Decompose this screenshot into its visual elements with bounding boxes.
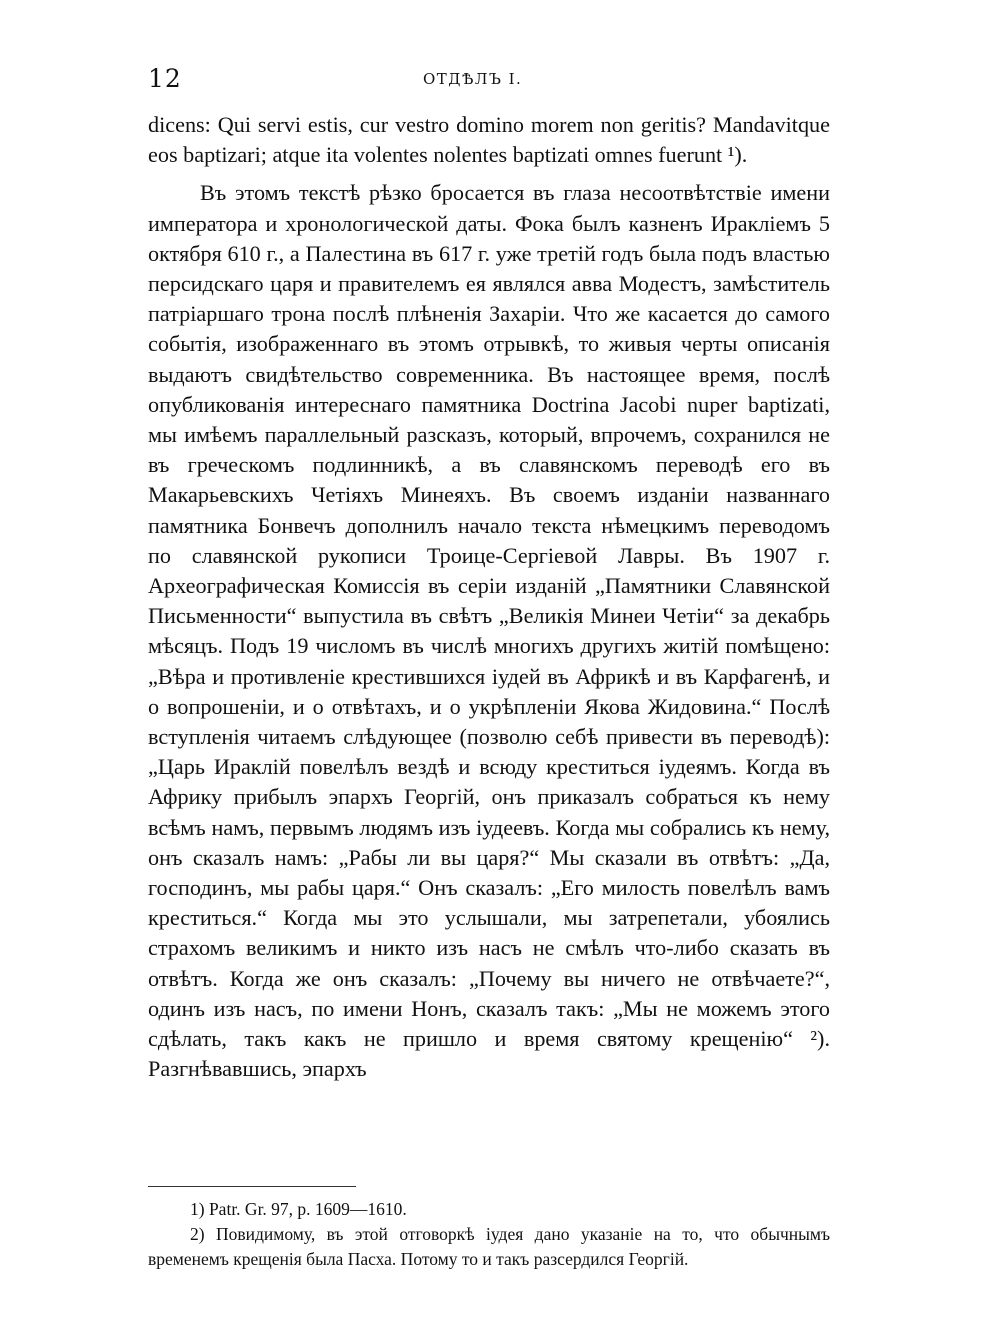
footnote-divider bbox=[148, 1186, 356, 1187]
footnote-2: 2) Повидимому, въ этой отговоркѣ іудея дано указаніе на то, что обычнымъ временемъ крещенія была Пасха. Потому то и такъ разсердился Георгій. bbox=[148, 1224, 830, 1269]
body-text bbox=[148, 110, 830, 1085]
footnotes bbox=[148, 1197, 830, 1272]
page-header bbox=[148, 60, 828, 100]
footnote-1: 1) Patr. Gr. 97, p. 1609—1610. bbox=[190, 1199, 407, 1219]
latin-quote-paragraph: dicens: Qui servi estis, cur vestro domino morem non geritis? Mandavitque eos baptizari; atque ita volentes nolentes baptizati omnes fuerunt ¹). bbox=[148, 112, 830, 168]
page-number: 12 bbox=[148, 64, 182, 93]
running-head: ОТДѢЛЪ I. bbox=[423, 70, 523, 88]
main-paragraph: Въ этомъ текстѣ рѣзко бросается въ глаза несоотвѣтствіе имени императора и хронологической даты. Фока былъ казненъ Иракліемъ 5 октября 610 г., а Палестина въ 617 г. уже третій годъ была подъ властью персидскаго царя и правителемъ ея являлся авва Модестъ, замѣститель патріаршаго трона послѣ плѣненія Захаріи. Что же касается до самого событія, изображеннаго въ этомъ отрывкѣ, то живыя черты описанія выдаютъ свидѣтельство современника. Въ настоящее время, послѣ опубликованія интереснаго памятника Doctrina Jacobi nuper baptizati, мы имѣемъ параллельный разсказъ, который, впрочемъ, сохранился не въ греческомъ подлинникѣ, а въ славянскомъ переводѣ его въ Макарьевскихъ Четіяхъ Минеяхъ. Въ своемъ изданіи названнаго памятника Бонвечъ дополнилъ начало текста нѣмецкимъ переводомъ по славянской рукописи Троице-Сергіевой Лавры. Въ 1907 г. Археографическая Комиссія въ серіи изданій „Памятники Славянской Письменности“ выпустила въ свѣтъ „Великія Минеи Четіи“ за декабрь мѣсяцъ. Подъ 19 числомъ въ числѣ многихъ другихъ житій помѣщено: „Вѣра и противленіе крестившихся іудей въ Африкѣ и въ Карфагенѣ, и о вопрошеніи, и о отвѣтахъ, и о укрѣпленіи Якова Жидовина.“ Послѣ вступленія читаемъ слѣдующее (позволю себѣ привести въ переводѣ): „Царь Ираклій повелѣлъ вездѣ и всюду креститься іудеямъ. Когда въ Африку прибылъ эпархъ Георгій, онъ приказалъ собраться къ нему всѣмъ намъ, первымъ людямъ изъ іудеевъ. Когда мы собрались къ нему, онъ сказалъ намъ: „Рабы ли вы царя?“ Мы сказали въ отвѣтъ: „Да, господинъ, мы рабы царя.“ Онъ сказалъ: „Его милость повелѣлъ вамъ креститься.“ Когда мы это услышали, мы затрепетали, убоялись страхомъ великимъ и никто изъ насъ не смѣлъ что-либо сказать въ отвѣтъ. Когда же онъ сказалъ: „Почему вы ничего не отвѣчаете?“, одинъ изъ насъ, по имени Нонъ, сказалъ такъ: „Мы не можемъ этого сдѣлать, такъ какъ не пришло и время святому крещенію“ ²). Разгнѣвавшись, эпархъ bbox=[148, 180, 830, 1082]
